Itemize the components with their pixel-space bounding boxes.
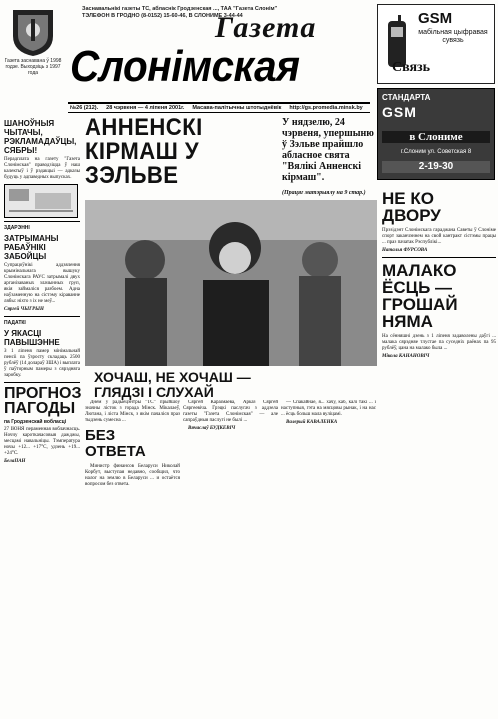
standard-address: г.Слоним ул. Советская 8 — [400, 149, 472, 155]
gsm-text: мабільная цыфравая сувязь — [418, 29, 488, 44]
article-signature: Валерый КАВАЛЕНКА — [286, 420, 338, 425]
coat-of-arms-icon — [8, 6, 58, 58]
milk-text: На сённяшні дзень з 1 ліпеня задаволены даўгі ... малака сярэдняе тлустае па суседніх раёнах па 95 рублёў, цана на малако была ... — [382, 334, 496, 351]
issue-dates: 28 чэрвеня — 4 ліпеня 2001г. — [106, 105, 185, 111]
article-column-1 — [85, 400, 180, 716]
divider — [4, 221, 80, 222]
standard-head: СТАНДАРТА — [382, 93, 431, 102]
pension-headline: У ЯКАСЦІ ПАВЫШЭННЕ — [4, 329, 60, 347]
pension-text: З 1 ліпеня памер мінімальнай пенсіі па ўзросту складаць 2500 рублёў (14 долараў ЗША) і выплата ў паўторным памеры з сярэдняга заробку. — [4, 349, 80, 378]
bez-otveta-headline: БЕЗ ОТВЕТА — [85, 427, 146, 460]
issue-site: http://gs.promedia.minsk.by — [289, 105, 363, 111]
divider — [382, 257, 496, 258]
masthead-gazeta: Газета — [215, 11, 317, 44]
court-text: Прэзідэнт Слонімскага гараджана Саветы ў Слоніме спорт заканчэннем на свой кантракт сістэмы працы ... праз пачатак Рэспублікі... — [382, 228, 496, 245]
pension-tag: ПАДАТКІ — [4, 320, 26, 326]
intro-text: Перадплата на газету "Газета Слонімская" праводзіцца ў наш калектыў і ў рэдакцыі — адказы будуць у адпаведных выпусках. — [4, 157, 80, 180]
issue-bar — [68, 102, 370, 113]
robbery-tag: ЗДАРЭННІ — [4, 225, 30, 231]
forecast-headline: ПРОГНОЗ ПАГОДЫ — [4, 385, 82, 417]
milk-headline: МАЛАКО ЁСЦЬ — ГРОШАЙ НЯМА — [382, 261, 458, 331]
right-column — [382, 186, 496, 716]
divider — [4, 382, 80, 383]
publisher-line-2: ТЭЛЕФОН В ГРОДНО (8-0152) 15-60-46, В СЛОНИМЕ 3-44-44 — [82, 13, 243, 19]
article-columns — [85, 400, 377, 716]
article-text-3: — Спакайнае, я... хачу, каб, калі такі ... і наступныя, гэта на мясцовы рынак, і на нас ... ёсць больш мала вуліцамі. — [281, 400, 376, 417]
standard-advert — [377, 88, 495, 180]
bez-otveta-signature: Вячаслаў БУДКЕВІЧ — [188, 426, 236, 431]
article-text-2: Сяргей Караімаева, Арказ Сяргей Сяргеевіча. Грэцкі паслугач з аддзела газеты "Газета Слонімская" — але сапраўдныя паслугі не былі ... — [183, 400, 278, 423]
robbery-signature: Сяргей ЧЫГРЫН — [4, 307, 44, 312]
forecast-subhead: па Гродзенскай вобласці — [4, 419, 67, 425]
article-column-2 — [183, 400, 278, 716]
festival-photo — [85, 200, 377, 366]
court-signature: Наталья ФУРСОВА — [382, 248, 428, 253]
milk-signature: Мікола КАНАНОВІЧ — [382, 354, 430, 359]
article-column-3 — [281, 400, 376, 716]
photo-illustration — [85, 200, 377, 366]
divider — [4, 316, 80, 317]
article-text-1: Днём ў радыёцэнтры "ТС" прыйшоў значны лісток з горада Мінск. Мікалаеў, Лютана, і ліста Мінск, з якім пачаліся праз тыдзень сумесна ... — [85, 400, 180, 423]
map-icon — [5, 185, 77, 217]
photo-caption-headline: ХОЧАШ, НЕ ХОЧАШ — ГЛЯДЗІ І СЛУХАЙ — [94, 369, 251, 400]
court-headline: НЕ КО ДВОРУ — [382, 189, 441, 225]
issue-number: №26 (212). — [70, 105, 99, 111]
forecast-signature: БелаПАН — [4, 459, 26, 464]
main-subhead: У нядзелю, 24 чэрвеня, упершыню ў Зэльве прайшло абласное свята "Вялікі Анненскі кірмаш". — [282, 117, 374, 183]
main-continued-note: (Працяг матэрыялу на 9 стар.) — [282, 190, 366, 196]
founded-note: Газета заснавана ў 1998 годзе. Выходзіць з 1997 года — [4, 58, 62, 76]
robbery-headline: ЗАТРЫМАНЫ РАБАЎНІКІ ЗАБОЙЦЫ — [4, 234, 59, 261]
forecast-text: 27 ІЮНЯ пераменная воблачнасць. Ноччу кароткачасовыя дажджы, месцамі навальніцы. Тэмпература ночы +12... +17°С, удзень +19... +24°С. — [4, 427, 80, 456]
standard-city: в Слониме — [382, 131, 490, 143]
standard-phone: 2-19-30 — [382, 161, 490, 173]
main-headline: АННЕНСКІ КІРМАШ У ЗЭЛЬВЕ — [85, 114, 203, 189]
gsm-logo: GSM — [418, 10, 453, 27]
issue-note: Масава-палітычны штотыднёвік — [192, 105, 282, 111]
gsm-svyaz: Связь — [392, 60, 431, 75]
bez-otveta-text: Министр финансов Беларуси Николай Корбут, выступая недавно, сообщил, что налог на землю в Беларуси ... и остаётся вопросом без ответа. — [85, 464, 180, 487]
intro-headline: ШАНОЎНЫЯ ЧЫТАЧЫ, РЭКЛАМАДАЎЦЫ, СЯБРЫ! — [4, 119, 77, 155]
standard-brand: GSM — [382, 104, 417, 120]
publisher-line-1: Заснавальнікі газеты ТС, абласнік Гродзенская ..., ТАА "Газета Слонім" — [82, 6, 278, 12]
subscription-box — [4, 184, 78, 218]
left-column — [4, 116, 80, 716]
gsm-advert — [377, 4, 495, 84]
robbery-text: Супрацоўнікі аддзялення крымінальнага вышуку Слонімскага РАУС затрымалі двух арганізаваных злачынных груп, якія займаліся разбоем. Адна наўзаменную на сістэму кіраванне лябы: ніхто з іх не меў... — [4, 263, 80, 304]
masthead-title: Слонімская — [70, 42, 300, 91]
